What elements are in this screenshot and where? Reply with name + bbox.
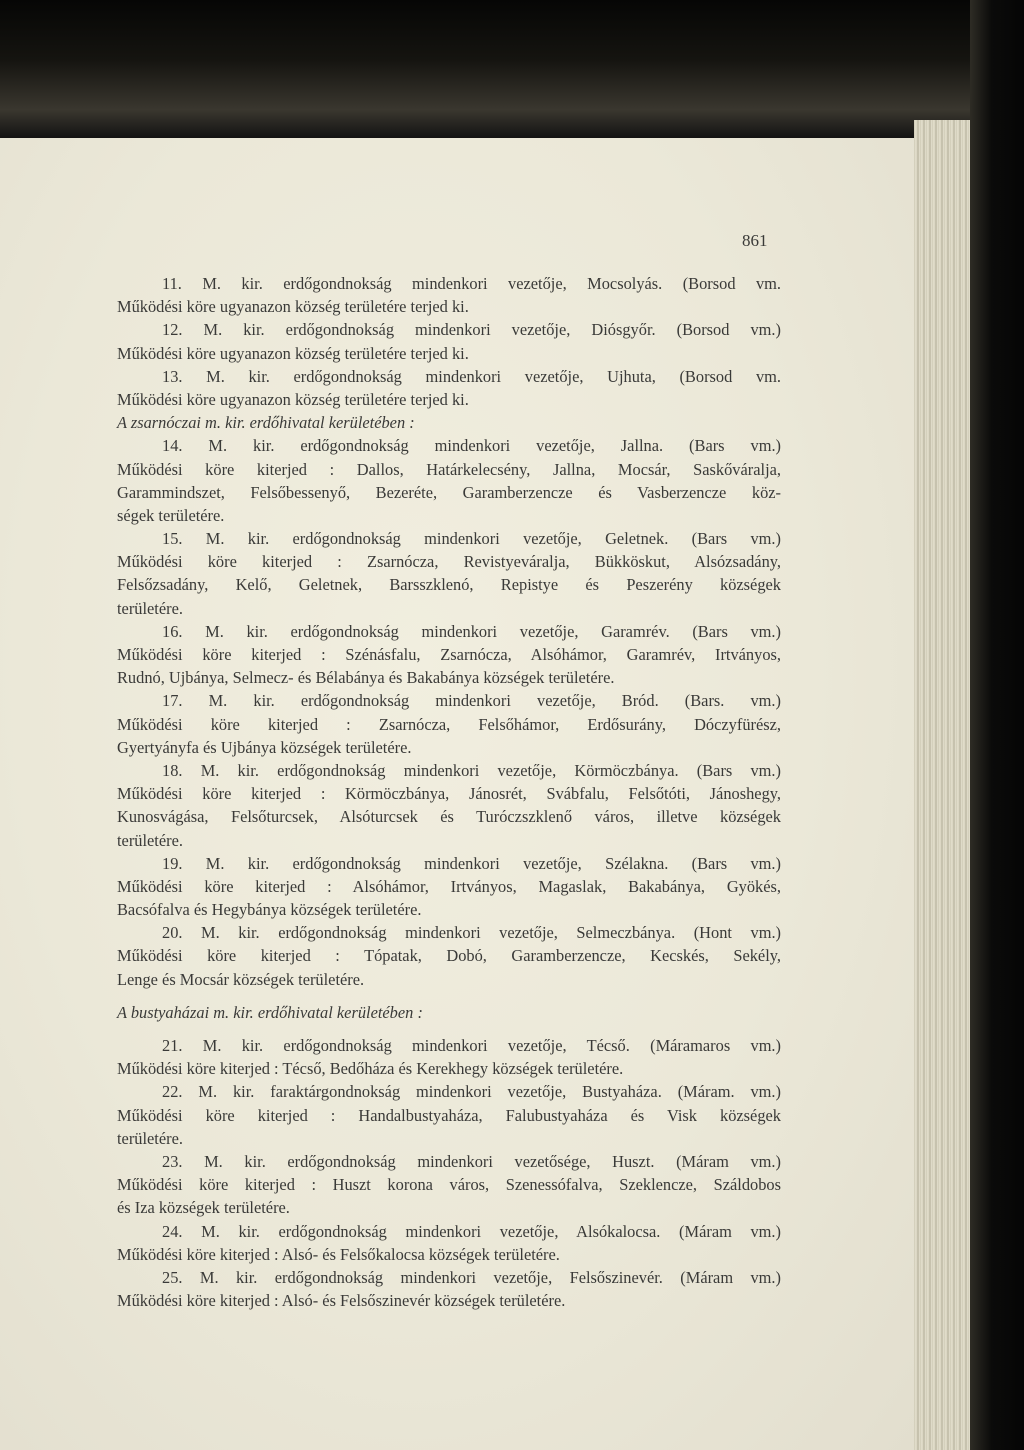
- text-line: 11. M. kir. erdőgondnokság mindenkori vezetője, Mocsolyás. (Borsod vm.: [162, 274, 781, 293]
- text-line: Rudnó, Ujbánya, Selmecz- és Bélabánya és Bakabánya községek területére.: [117, 668, 615, 688]
- book-spine-edges: [914, 120, 974, 1450]
- line-gap: [117, 1024, 781, 1034]
- text-line: Működési köre kiterjed : Técső, Bedőháza és Kerekhegy községek területére.: [117, 1059, 624, 1079]
- text-line: 20. M. kir. erdőgondnokság mindenkori vezetője, Selmeczbánya. (Hont vm.): [162, 923, 781, 943]
- line-gap: [117, 991, 781, 1001]
- text-line: 14. M. kir. erdőgondnokság mindenkori vezetője, Jallna. (Bars vm.): [162, 436, 781, 456]
- text-line: Működési köre kiterjed : Alsó- és Felsőszinevér községek területére.: [117, 1291, 566, 1311]
- text-body: [117, 272, 781, 1312]
- text-line: 17. M. kir. erdőgondnokság mindenkori vezetője, Bród. (Bars. vm.): [162, 691, 781, 711]
- text-line: 18. M. kir. erdőgondnokság mindenkori vezetője, Körmöczbánya. (Bars vm.): [162, 760, 781, 780]
- text-line: Működési köre kiterjed : Alsóhámor, Irtványos, Magaslak, Bakabánya, Gyökés,: [117, 876, 781, 896]
- text-line: Működési köre kiterjed : Szénásfalu, Zsarnócza, Alsóhámor, Garamrév, Irtványos,: [117, 645, 781, 664]
- text-line: Működési köre kiterjed : Dallos, Határkelecsény, Jallna, Mocsár, Saskőváralja,: [117, 459, 781, 479]
- text-line: 12. M. kir. erdőgondnokság mindenkori vezetője, Diósgyőr. (Borsod vm.): [162, 320, 781, 340]
- text-line: 16. M. kir. erdőgondnokság mindenkori vezetője, Garamrév. (Bars vm.): [162, 621, 781, 641]
- text-line: 15. M. kir. erdőgondnokság mindenkori vezetője, Geletnek. (Bars vm.): [162, 529, 781, 549]
- text-line: Működési köre kiterjed : Handalbustyaháza, Falubustyaháza és Visk községek: [117, 1105, 781, 1125]
- text-line: Működési köre ugyanazon község területére terjed ki.: [117, 343, 469, 363]
- text-line: területére.: [117, 1128, 183, 1148]
- text-line: Lenge és Mocsár községek területére.: [117, 969, 365, 989]
- text-line: 19. M. kir. erdőgondnokság mindenkori vezetője, Szélakna. (Bars vm.): [162, 853, 781, 873]
- text-line: Kunosvágása, Felsőturcsek, Alsóturcsek és Turóczszklenő város, illetve községek: [117, 807, 781, 827]
- text-line: Működési köre kiterjed : Zsarnócza, Felsőhámor, Erdősurány, Dóczyfürész,: [117, 714, 781, 734]
- text-line: ségek területére.: [117, 505, 225, 525]
- binding-shadow: [970, 0, 1024, 1450]
- text-line: 21. M. kir. erdőgondnokság mindenkori vezetője, Técső. (Máramaros vm.): [162, 1036, 781, 1055]
- text-line: Gyertyányfa és Ujbánya községek területére.: [117, 737, 412, 757]
- text-line: Működési köre kiterjed : Huszt korona város, Szenessófalva, Szeklencze, Száldobos: [117, 1175, 781, 1195]
- text-line: Működési köre ugyanazon község területére terjed ki.: [117, 297, 469, 317]
- text-line: Működési köre ugyanazon község területére terjed ki.: [117, 389, 469, 409]
- text-line: 23. M. kir. erdőgondnokság mindenkori vezetősége, Huszt. (Máram vm.): [162, 1151, 781, 1171]
- text-line: Működési köre kiterjed : Tópatak, Dobó, Garamberzencze, Kecskés, Sekély,: [117, 946, 781, 966]
- text-line: Működési köre kiterjed : Zsarnócza, Revistyeváralja, Bükköskut, Alsózsadány,: [117, 552, 781, 572]
- text-line: 22. M. kir. faraktárgondnokság mindenkori vezetője, Bustyaháza. (Máram. vm.): [162, 1082, 781, 1102]
- text-line: és Iza községek területére.: [117, 1198, 290, 1218]
- section-heading: A bustyaházai m. kir. erdőhivatal kerületében :: [117, 1002, 423, 1022]
- text-line: Működési köre kiterjed : Körmöczbánya, Jánosrét, Svábfalu, Felsőtóti, Jánoshegy,: [117, 784, 781, 804]
- text-line: 13. M. kir. erdőgondnokság mindenkori vezetője, Ujhuta, (Borsod vm.: [162, 366, 781, 386]
- text-line: területére.: [117, 830, 183, 850]
- page-number: 861: [742, 231, 768, 250]
- text-line: Garammindszet, Felsőbessenyő, Bezeréte, Garamberzencze és Vasberzencze köz-: [117, 482, 781, 502]
- text-line: területére.: [117, 598, 183, 618]
- text-line: 24. M. kir. erdőgondnokság mindenkori vezetője, Alsókalocsa. (Máram vm.): [162, 1221, 781, 1241]
- text-line: Felsőzsadány, Kelő, Geletnek, Barsszklenó, Repistye és Peszerény községek: [117, 575, 781, 595]
- text-line: Bacsófalva és Hegybánya községek területére.: [117, 900, 422, 920]
- text-line: 25. M. kir. erdőgondnokság mindenkori vezetője, Felsőszinevér. (Máram vm.): [162, 1267, 781, 1287]
- text-line: Működési köre kiterjed : Alsó- és Felsőkalocsa községek területére.: [117, 1244, 560, 1264]
- section-heading: A zsarnóczai m. kir. erdőhivatal kerületében :: [117, 413, 415, 433]
